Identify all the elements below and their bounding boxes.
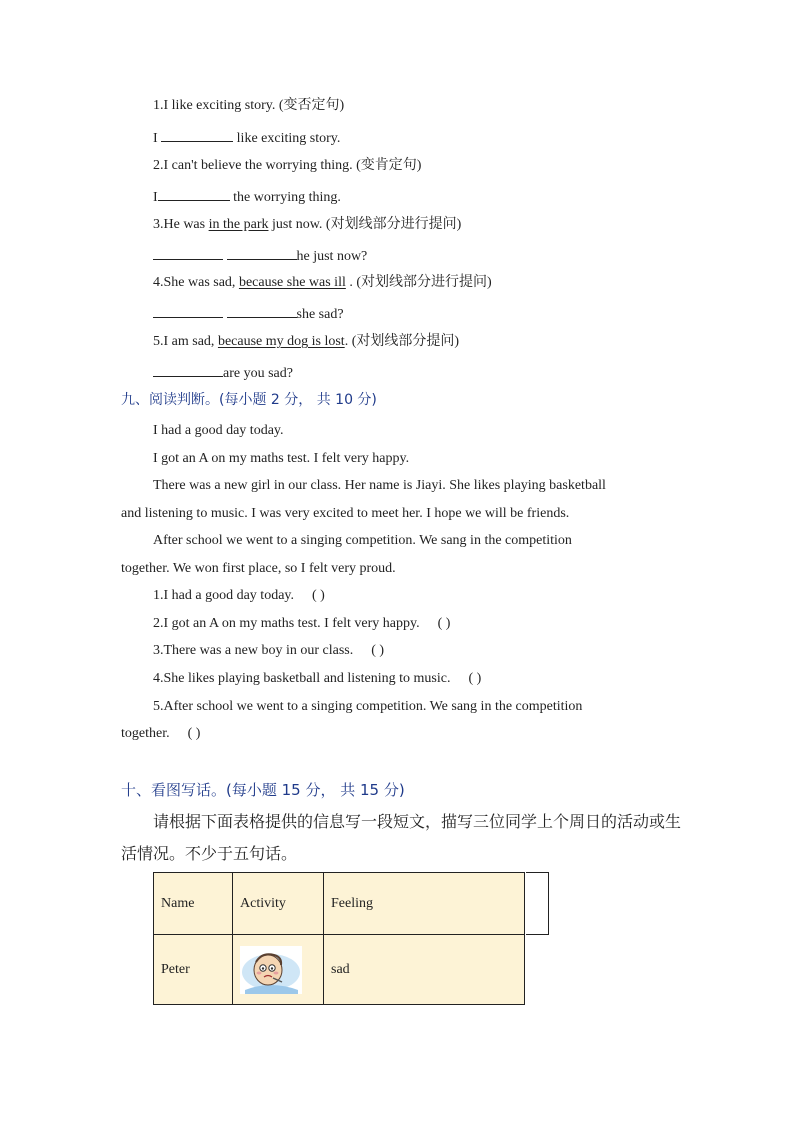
question-3: 3.He was in the park just now. (对划线部分进行提问) (153, 217, 462, 232)
passage-line: I got an A on my maths test. I felt very happy. (153, 451, 410, 466)
statement-4: 4.She likes playing basketball and listening to music. ( ) (153, 671, 482, 686)
passage-line: together. We won first place, so I felt very proud. (121, 561, 396, 576)
answer-1: I like exciting story. (153, 128, 340, 148)
answer-2: I the worrying thing. (153, 187, 341, 207)
answer-parentheses[interactable]: ( ) (371, 643, 385, 658)
statement-3: 3.There was a new boy in our class. ( ) (153, 643, 385, 658)
instruction-line: 请根据下面表格提供的信息写一段短文，描写三位同学上个周日的活动或生 (153, 812, 682, 831)
cell-feeling: sad (324, 935, 525, 1005)
question-2: 2.I can't believe the worrying thing. (变肯定句) (153, 158, 422, 173)
question-1: 1.I like exciting story. (变否定句) (153, 98, 345, 113)
answer-3: he just now? (153, 246, 367, 266)
answer-blank[interactable] (153, 304, 223, 318)
answer-blank[interactable] (161, 128, 233, 142)
header-name: Name (154, 873, 233, 935)
answer-5: are you sad? (153, 363, 293, 383)
header-activity: Activity (233, 873, 324, 935)
answer-blank[interactable] (153, 363, 223, 377)
passage-line: There was a new girl in our class. Her name is Jiayi. She likes playing basketball (153, 478, 606, 493)
passage-line: I had a good day today. (153, 423, 284, 438)
question-4: 4.She was sad, because she was ill . (对划线部分进行提问) (153, 275, 492, 290)
question-5: 5.I am sad, because my dog is lost. (对划线部分提问) (153, 334, 460, 349)
answer-parentheses[interactable]: ( ) (437, 616, 451, 631)
answer-blank[interactable] (227, 304, 297, 318)
sick-boy-icon (240, 946, 302, 994)
cell-name: Peter (154, 935, 233, 1005)
answer-4: she sad? (153, 304, 344, 324)
statement-5-continued: together. ( ) (121, 726, 201, 741)
statement-5: 5.After school we went to a singing competition. We sang in the competition (153, 699, 583, 714)
table-row (154, 935, 525, 1005)
statement-2: 2.I got an A on my maths test. I felt very happy. ( ) (153, 616, 451, 631)
table-header-row (154, 873, 525, 935)
section-9-heading: 九、阅读判断。(每小题 2 分， 共 10 分) (121, 392, 377, 408)
answer-blank[interactable] (153, 246, 223, 260)
info-table (153, 872, 525, 1005)
header-feeling: Feeling (324, 873, 525, 935)
answer-blank[interactable] (158, 187, 230, 201)
passage-line: and listening to music. I was very excited to meet her. I hope we will be friends. (121, 506, 570, 521)
section-10-heading: 十、看图写话。(每小题 15 分， 共 15 分) (121, 781, 405, 799)
statement-1: 1.I had a good day today. ( ) (153, 588, 325, 603)
answer-parentheses[interactable]: ( ) (187, 726, 201, 741)
table-side-box (526, 872, 549, 935)
answer-parentheses[interactable]: ( ) (468, 671, 482, 686)
cell-activity (233, 935, 324, 1005)
passage-line: After school we went to a singing competition. We sang in the competition (153, 533, 572, 548)
answer-parentheses[interactable]: ( ) (312, 588, 325, 603)
answer-blank[interactable] (227, 246, 297, 260)
instruction-line: 活情况。不少于五句话。 (121, 844, 298, 863)
